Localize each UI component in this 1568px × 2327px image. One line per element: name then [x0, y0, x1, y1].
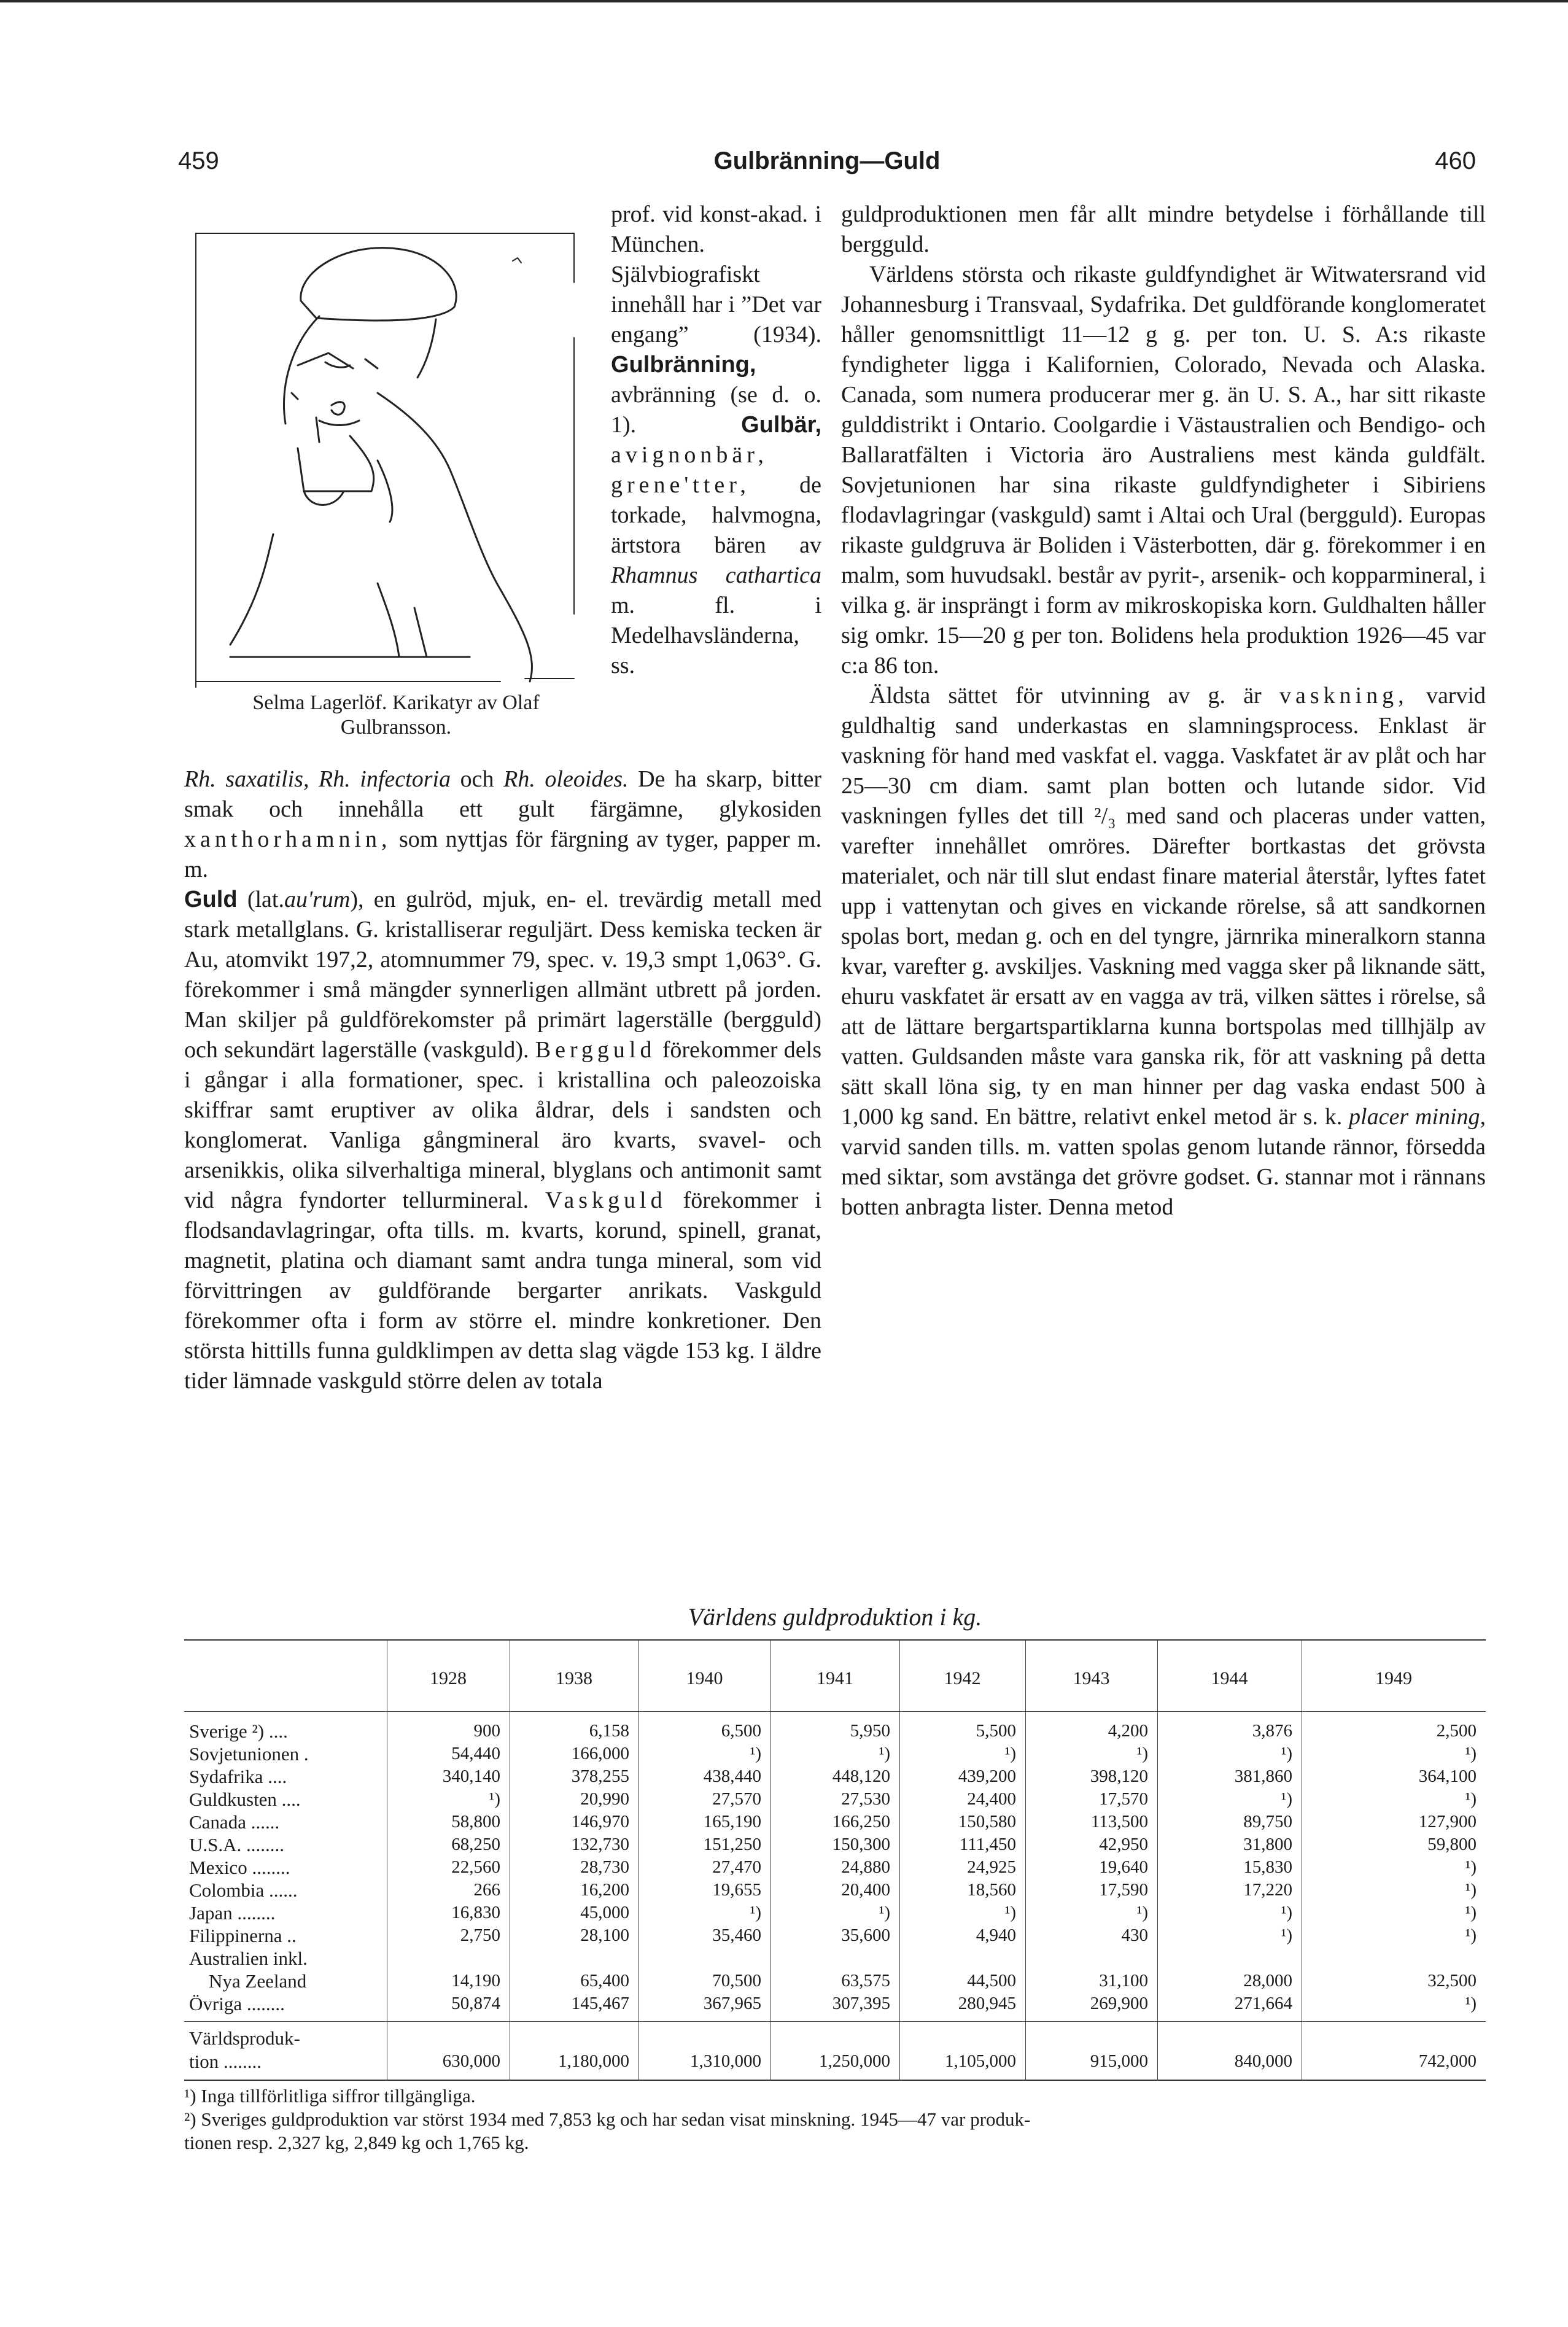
table-cell: 132,730	[571, 1835, 629, 1854]
table-cell: 2,750	[460, 1925, 500, 1945]
year-header: 1941	[817, 1668, 853, 1688]
total-cell: 630,000	[442, 2051, 500, 2071]
italic-term: Rh. saxatilis, Rh. infectoria	[184, 766, 451, 792]
table-cell: 14,190	[451, 1971, 500, 1991]
table-cell: 2,500	[1436, 1721, 1477, 1741]
italic-term: Rh. oleoides.	[503, 766, 629, 792]
country-label: Canada ......	[189, 1811, 280, 1833]
text-run: varvid guldhaltig sand underkastas en slamningsprocess. Enklast är vaskning för hand med vaskfat el. vagga. Vaskfatet är av plåt och har 25—30 cm diam. samt plan botten och lutande sidor. Vid vaskningen fylles det till ²/₃ med sand och placeras under vatten, varefter innehållet omröres. Därefter bortkastas det grövsta materialet, och när till slut endast finare material återstår, lyftes fatet upp i vattenytan och gives en vickande rörelse, så att sandkornen spolas bort, medan g. och en del tyngre, järnrika mineralkorn stanna kvar, varefter g. avskiljes. Vaskning med vagga sker på liknande sätt, ehuru vaskfatet är ersatt av en vagga av trä, vilken sättes i rörelse, så att de lättare bergartspartiklarna kunna bortspolas med tillhjälp av vatten. Guldsanden måste vara ganska rik, för att vaskning på detta sätt skall löna sig, ty en man hinner per dag vaska endast 500 à 1,000 kg sand. En bättre, relativt enkel metod är s. k.	[841, 683, 1486, 1130]
country-label: Filippinerna ..	[189, 1925, 297, 1946]
spaced-term: grene'tter,	[611, 472, 750, 498]
table-cell: 28,000	[1243, 1971, 1292, 1991]
text-run: förekommer dels i gångar i alla formationer, spec. i kristallina och paleozoiska skiffrar samt eruptiver av olika åldrar, dels i sandsten och konglomerat. Vanliga gångmineral äro kvarts, svavel- och arsenikkis, olika silverhaltiga mineral, blyglans och antimonit samt vid några fyndorter tellurmineral.	[184, 1037, 821, 1213]
table-cell: 378,255	[571, 1766, 629, 1786]
year-header: 1928	[430, 1668, 467, 1688]
table-cell: ¹)	[1136, 1744, 1148, 1763]
table-cell: 31,100	[1099, 1971, 1148, 1991]
table-cell: 5,950	[850, 1721, 890, 1741]
table-cell: 27,570	[712, 1789, 761, 1809]
text-run: ), en gulröd, mjuk, en- el. trevärdig metall med stark metallglans. G. kristalliserar reguljärt. Dess kemiska tecken är Au, atomvikt 197,2, atomnummer 79, spec. v. 19,3 smpt 1,063°. G. förekommer i små mängder synnerligen allmänt utbrett på jorden. Man skiljer på guldförekomster på primärt lagerställe (bergguld) och sekundärt lagerställe (vaskguld).	[184, 887, 821, 1063]
table-cell: 22,560	[451, 1857, 500, 1877]
column-rule	[1157, 1641, 1158, 2080]
total-label: tion ........	[189, 2051, 262, 2072]
table-cell: 17,590	[1099, 1880, 1148, 1900]
right-column	[841, 200, 1486, 1222]
table-cell: 63,575	[841, 1971, 890, 1991]
table-cell: ¹)	[1465, 1880, 1477, 1900]
table-cell: ¹)	[1465, 1925, 1477, 1945]
table-cell: 50,874	[451, 1994, 500, 2013]
table-cell: 19,655	[712, 1880, 761, 1900]
table-cell: 6,500	[721, 1721, 761, 1741]
total-cell: 1,310,000	[690, 2051, 761, 2071]
country-label: Sovjetunionen .	[189, 1743, 309, 1765]
text-run: De ha skarp, bitter smak och innehålla ett gult färgämne, glykosiden	[184, 766, 822, 822]
text-run: m. fl. i Medelhavsländerna, ss.	[611, 592, 821, 678]
caricature-drawing	[193, 215, 577, 688]
table-cell: ¹)	[1281, 1789, 1292, 1809]
table-cell: 166,000	[571, 1744, 629, 1763]
year-header: 1944	[1211, 1668, 1248, 1688]
country-label: Australien inkl.	[189, 1948, 308, 1969]
paragraph: Världens största och rikaste guldfyndighet är Witwatersrand vid Johannesburg i Transvaal, Sydafrika. Det guldförande konglomeratet håller genomsnittligt 11—12 g g. per ton. U. S. A:s rikaste fyndigheter ligga i Kalifornien, Colorado, Nevada och Alaska. Canada, som numera producerar mer g. än U. S. A., har sitt rikaste gulddistrikt i Ontario. Coolgardie i Västaustralien och Bendigo- och Ballaratfälten i Victoria äro Australiens mest kända guldfält. Sovjetunionen har sina rikaste guldfyndigheter i Sibiriens flodavlagringar (vaskguld) samt i Altai och Ural (bergguld). Europas rikaste guldgruva är Boliden i Västerbotten, där g. förekommer i en malm, som huvudsakl. består av pyrit-, arsenik- och kopparmineral, i vilka g. är insprängt i form av mikroskopiska korn. Guldhalten håller sig omkr. 15—20 g per ton. Bolidens hela produktion 1926—45 var c:a 86 ton.	[841, 262, 1486, 678]
page-title: Gulbränning—Guld	[713, 147, 941, 174]
table-cell: 166,250	[832, 1812, 890, 1832]
total-cell: 742,000	[1418, 2051, 1477, 2071]
text-run: prof. vid konst-akad. i München. Självbiografiskt innehåll har i ”Det var engang” (1934).	[611, 201, 821, 348]
country-label: Sydafrika ....	[189, 1766, 287, 1787]
table-cell: 269,900	[1090, 1994, 1148, 2013]
text-run: de torkade, halvmogna, ärtstora bären av	[611, 472, 821, 558]
total-rule	[184, 2021, 1486, 2022]
table-cell: 35,460	[712, 1925, 761, 1945]
table-cell: ¹)	[1465, 1789, 1477, 1809]
table-cell: 145,467	[571, 1994, 629, 2013]
entry-heading-gulbar: Gulbär,	[741, 412, 821, 438]
country-label: Colombia ......	[189, 1879, 298, 1901]
table-cell: 16,200	[580, 1880, 629, 1900]
table-cell: ¹)	[879, 1903, 890, 1922]
italic-term: au'rum	[284, 887, 351, 912]
page-number-right: 460	[1435, 147, 1476, 174]
table-cell: 5,500	[976, 1721, 1016, 1741]
text-run: (lat.	[247, 887, 284, 912]
table-cell: 27,530	[841, 1789, 890, 1809]
table-cell: ¹)	[750, 1744, 761, 1763]
table-cell: 59,800	[1427, 1835, 1477, 1854]
country-label: Nya Zeeland	[209, 1970, 307, 1992]
footnote-2: ²) Sveriges guldproduktion var störst 1934 med 7,853 kg och har sedan visat minskning. 1945—47 var produk-	[184, 2108, 1031, 2130]
table-cell: 165,190	[703, 1812, 761, 1832]
table-cell: 448,120	[832, 1766, 890, 1786]
total-label: Världsproduk-	[189, 2027, 300, 2049]
table-cell: 58,800	[451, 1812, 500, 1832]
spaced-term: Bergguld	[535, 1037, 656, 1063]
paragraph: guldproduktionen men får allt mindre betydelse i förhållande till bergguld.	[841, 201, 1486, 257]
table-cell: ¹)	[1136, 1903, 1148, 1922]
running-header	[178, 147, 1476, 184]
caption-line: Selma Lagerlöf. Karikatyr av Olaf	[252, 691, 540, 714]
table-cell: 111,450	[959, 1835, 1016, 1854]
table-cell: 150,300	[832, 1835, 890, 1854]
table-cell: 4,940	[976, 1925, 1016, 1945]
table-cell: ¹)	[750, 1903, 761, 1922]
page-number-left: 459	[178, 147, 219, 174]
table-cell: 439,200	[958, 1766, 1016, 1786]
text-run: avbränning (se d. o. 1).	[611, 382, 821, 438]
table-cell: 900	[473, 1721, 500, 1741]
italic-term: Rhamnus cathartica	[611, 562, 821, 588]
table-cell: 146,970	[571, 1812, 629, 1832]
table-cell: 438,440	[703, 1766, 761, 1786]
figure-caption	[184, 691, 608, 740]
table-cell: ¹)	[1465, 1903, 1477, 1922]
table-cell: 4,200	[1108, 1721, 1148, 1741]
year-header: 1938	[556, 1668, 592, 1688]
table-cell: 127,900	[1418, 1812, 1477, 1832]
table-cell: 18,560	[967, 1880, 1016, 1900]
year-header: 1949	[1375, 1668, 1412, 1688]
text-run: som nyttjas för färgning av tyger, papper m. m.	[184, 826, 821, 882]
table-cell: 381,860	[1234, 1766, 1292, 1786]
table-cell: 150,580	[958, 1812, 1016, 1832]
table-cell: 307,395	[832, 1994, 890, 2013]
entry-heading-gulbranning: Gulbränning,	[611, 352, 756, 378]
total-cell: 1,250,000	[819, 2051, 890, 2071]
text-run: förekommer i flodsandavlagringar, ofta tills. m. kvarts, korund, spinell, granat, magnetit, platina och diamant samt andra tunga mineral, som vid förvittringen av guldförande bergarter anrikats. Vaskguld förekommer ofta i form av större el. mindre konkretioner. Den största hittills funna guldklimpen av detta slag vägde 153 kg. I äldre tider lämnade vaskguld större delen av totala	[184, 1187, 821, 1394]
table-cell: 398,120	[1090, 1766, 1148, 1786]
total-cell: 840,000	[1234, 2051, 1292, 2071]
table-cell: ¹)	[1281, 1903, 1292, 1922]
header-rule	[184, 1711, 1486, 1712]
entry-heading-guld: Guld	[184, 887, 238, 912]
table-cell: 45,000	[580, 1903, 629, 1922]
table-cell: 113,500	[1090, 1812, 1148, 1832]
spaced-term: avignonbär,	[611, 442, 768, 468]
table-cell: 280,945	[958, 1994, 1016, 2013]
table-cell: 367,965	[703, 1994, 761, 2013]
table-cell: 17,570	[1099, 1789, 1148, 1809]
table-cell: 20,400	[841, 1880, 890, 1900]
left-column-body	[184, 764, 821, 1396]
table-cell: 20,990	[580, 1789, 629, 1809]
table-cell: 17,220	[1243, 1880, 1292, 1900]
country-label: Sverige ²) ....	[189, 1720, 288, 1742]
production-table	[184, 1639, 1486, 2081]
table-cell: 54,440	[451, 1744, 500, 1763]
table-cell: 364,100	[1418, 1766, 1477, 1786]
table-cell: 16,830	[451, 1903, 500, 1922]
table-cell: ¹)	[489, 1789, 500, 1809]
country-label: Mexico ........	[189, 1857, 290, 1878]
year-header: 1942	[944, 1668, 981, 1688]
table-cell: ¹)	[879, 1744, 890, 1763]
spaced-term: vaskning,	[1279, 683, 1408, 709]
table-cell: ¹)	[1281, 1744, 1292, 1763]
top-rule	[0, 0, 1568, 2]
table-cell: 24,925	[967, 1857, 1016, 1877]
table-cell: ¹)	[1281, 1925, 1292, 1945]
table-cell: 31,800	[1243, 1835, 1292, 1854]
table-cell: 430	[1121, 1925, 1148, 1945]
table-cell: 28,730	[580, 1857, 629, 1877]
table-cell: 28,100	[580, 1925, 629, 1945]
table-cell: 24,880	[841, 1857, 890, 1877]
year-header: 1943	[1073, 1668, 1110, 1688]
table-title: Världens guldproduktion i kg.	[688, 1603, 982, 1631]
spaced-term: Vaskguld	[545, 1187, 667, 1213]
total-cell: 915,000	[1090, 2051, 1148, 2071]
table-cell: ¹)	[1465, 1744, 1477, 1763]
table-cell: ¹)	[1465, 1857, 1477, 1877]
table-cell: 32,500	[1427, 1971, 1477, 1991]
country-label: Övriga ........	[189, 1993, 285, 2014]
text-run: och	[460, 766, 494, 792]
caption-line: Gulbransson.	[340, 716, 452, 739]
text-run: Äldsta sättet för utvinning av g. är	[869, 683, 1262, 709]
table-cell: 271,664	[1234, 1994, 1292, 2013]
table-cell: 27,470	[712, 1857, 761, 1877]
table-cell: 340,140	[442, 1766, 500, 1786]
table-cell: 42,950	[1099, 1835, 1148, 1854]
table-cell: 3,876	[1252, 1721, 1292, 1741]
spaced-term: xanthorhamnin,	[184, 826, 392, 852]
table-cell: 6,158	[589, 1721, 629, 1741]
table-cell: 68,250	[451, 1835, 500, 1854]
country-label: Guldkusten ....	[189, 1789, 301, 1810]
footnote-1: ¹) Inga tillförlitliga siffror tillgängliga.	[184, 2085, 476, 2107]
table-cell: ¹)	[1465, 1994, 1477, 2013]
footnote-2-cont: tionen resp. 2,327 kg, 2,849 kg och 1,765 kg.	[184, 2132, 529, 2153]
left-narrow-column	[611, 200, 821, 681]
table-cell: 65,400	[580, 1971, 629, 1991]
country-label: Japan ........	[189, 1902, 276, 1924]
table-cell: 151,250	[703, 1835, 761, 1854]
table-cell: 24,400	[967, 1789, 1016, 1809]
table-cell: 89,750	[1243, 1812, 1292, 1832]
table-cell: ¹)	[1004, 1744, 1016, 1763]
paragraph	[841, 681, 1486, 1222]
table-cell: 35,600	[841, 1925, 890, 1945]
table-cell: 19,640	[1099, 1857, 1148, 1877]
text-run: varvid sanden tills. m. vatten spolas genom lutande rännor, försedda med siktar, som avstänga det grövre godset. G. stannar mot i rännans botten anbragta lister. Denna metod	[841, 1134, 1486, 1220]
table-cell: 70,500	[712, 1971, 761, 1991]
table-cell: ¹)	[1004, 1903, 1016, 1922]
table-cell: 15,830	[1243, 1857, 1292, 1877]
year-header: 1940	[686, 1668, 723, 1688]
table-cell: 44,500	[967, 1971, 1016, 1991]
table-cell: 266	[473, 1880, 500, 1900]
total-cell: 1,180,000	[558, 2051, 629, 2071]
total-cell: 1,105,000	[945, 2051, 1016, 2071]
italic-term: placer mining,	[1349, 1104, 1486, 1130]
country-label: U.S.A. ........	[189, 1834, 285, 1855]
